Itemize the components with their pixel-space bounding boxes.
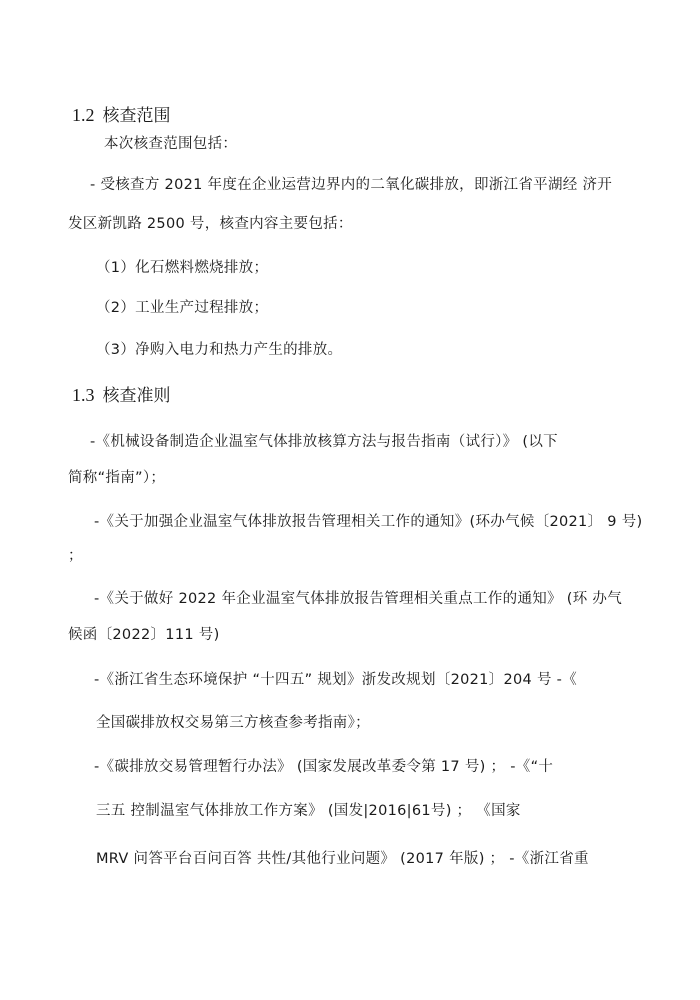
section-heading-1-2 [72, 104, 171, 127]
criteria-line-10: 三五 控制温室气体排放工作方案》 (国发|2016|61号) ； 《国家 [96, 803, 521, 819]
criteria-line-1: -《机械设备制造企业温室气体排放核算方法与报告指南（试行）》 (以下 [90, 434, 558, 450]
criteria-line-9: -《碳排放交易管理暂行办法》 (国家发展改革委令第 17 号) ； -《“十 [94, 759, 554, 775]
criteria-line-6: 候函〔2022〕111 号) [68, 627, 220, 643]
scope-item-3: （3）净购入电力和热力产生的排放。 [96, 342, 343, 358]
section-title: 核查准则 [102, 386, 171, 406]
criteria-line-3: -《关于加强企业温室气体排放报告管理相关工作的通知》(环办气候〔2021〕 9 号) [94, 514, 643, 530]
scope-item-2: （2）工业生产过程排放； [96, 300, 269, 316]
criteria-line-4: ； [68, 548, 83, 564]
scope-intro: 本次核查范围包括： [104, 136, 238, 152]
scope-paragraph-line-2: 发区新凯路 2500 号，核查内容主要包括： [68, 216, 353, 232]
criteria-line-5: -《关于做好 2022 年企业温室气体排放报告管理相关重点工作的通知》 (环 办气 [94, 591, 623, 607]
section-title: 核查范围 [102, 106, 171, 126]
criteria-line-8: 全国碳排放权交易第三方核查参考指南》； [96, 715, 370, 731]
criteria-line-2: 简称“指南”）； [68, 470, 166, 486]
criteria-line-11: MRV 问答平台百问百答 共性/其他行业问题》 (2017 年版) ； -《浙江省重 [96, 851, 589, 867]
section-number: 1.3 [72, 385, 95, 405]
section-heading-1-3 [72, 384, 171, 407]
section-number: 1.2 [72, 105, 95, 125]
criteria-line-7: -《浙江省生态环境保护 “十四五” 规划》浙发改规划〔2021〕204 号 -《 [94, 672, 577, 688]
scope-paragraph-line-1: - 受核查方 2021 年度在企业运营边界内的二氧化碳排放，即浙江省平湖经 济开 [90, 177, 613, 193]
scope-item-1: （1）化石燃料燃烧排放； [96, 260, 269, 276]
